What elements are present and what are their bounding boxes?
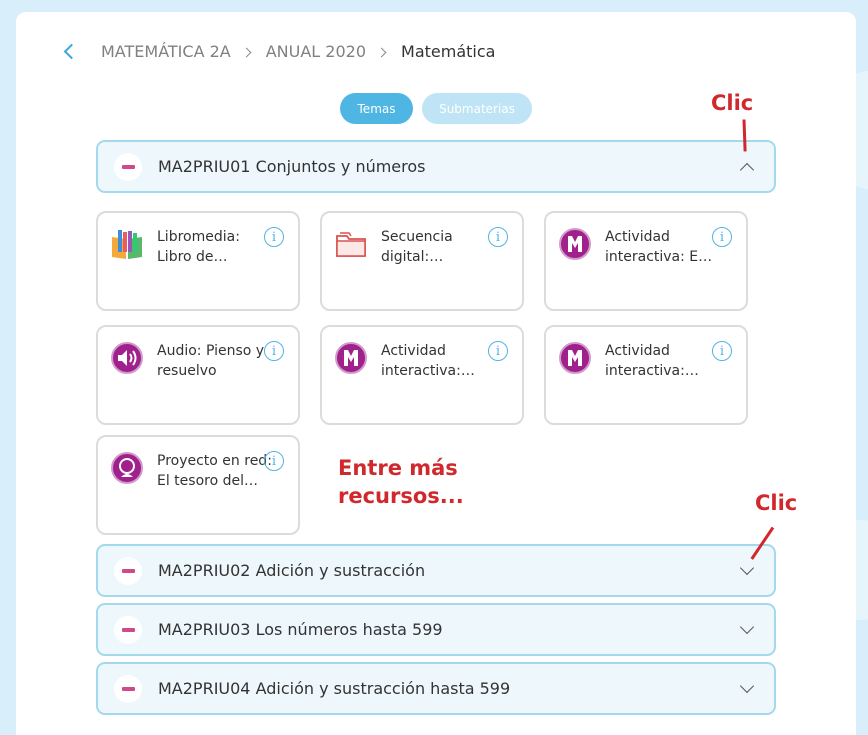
resource-label: Libromedia: Libro de…: [157, 229, 240, 265]
breadcrumb-item-year[interactable]: ANUAL 2020: [265, 41, 367, 61]
info-icon[interactable]: i: [712, 341, 732, 361]
interactive-activity-icon: [558, 227, 592, 261]
chevron-down-icon[interactable]: [740, 619, 754, 633]
publisher-logo-icon: [114, 557, 142, 585]
resource-card[interactable]: [544, 211, 748, 311]
publisher-logo-icon: [114, 675, 142, 703]
annotation-clic-top: Clic: [711, 91, 754, 115]
unit-title: MA2PRIU02 Adición y sustracción: [158, 561, 426, 580]
resource-card[interactable]: [320, 211, 524, 311]
project-icon: [110, 451, 144, 485]
info-icon[interactable]: i: [264, 341, 284, 361]
book-icon: [110, 227, 144, 261]
info-icon[interactable]: i: [264, 227, 284, 247]
info-icon[interactable]: i: [264, 451, 284, 471]
chevron-up-icon[interactable]: [740, 162, 754, 176]
resource-card[interactable]: [96, 211, 300, 311]
chevron-down-icon[interactable]: [740, 560, 754, 574]
resource-label: Secuencia digital:…: [381, 229, 453, 265]
resource-label: Actividad interactiva: E…: [605, 229, 713, 265]
breadcrumb: [66, 40, 495, 62]
resource-card[interactable]: [544, 325, 748, 425]
info-icon[interactable]: i: [712, 227, 732, 247]
interactive-activity-icon: [558, 341, 592, 375]
resource-label: Audio: Pienso y resuelvo: [157, 343, 265, 379]
folder-icon: [334, 227, 368, 261]
audio-icon: [110, 341, 144, 375]
info-icon[interactable]: i: [488, 341, 508, 361]
publisher-logo-icon: [114, 153, 142, 181]
breadcrumb-separator-icon: [377, 47, 387, 57]
publisher-logo-icon: [114, 616, 142, 644]
resource-card[interactable]: [96, 435, 300, 535]
breadcrumb-item-course[interactable]: MATEMÁTICA 2A: [101, 41, 231, 61]
tab-bar: [340, 93, 532, 124]
resource-card[interactable]: [96, 325, 300, 425]
unit-header[interactable]: [96, 662, 776, 715]
breadcrumb-current: Matemática: [401, 41, 496, 61]
info-icon[interactable]: i: [488, 227, 508, 247]
chevron-down-icon[interactable]: [740, 678, 754, 692]
unit-title: MA2PRIU03 Los números hasta 599: [158, 620, 443, 639]
resource-label: Proyecto en red: El tesoro del…: [157, 453, 272, 489]
breadcrumb-separator-icon: [241, 47, 251, 57]
resource-label: Actividad interactiva:…: [605, 343, 699, 379]
tab-temas[interactable]: Temas: [340, 93, 413, 124]
unit-title: MA2PRIU04 Adición y sustracción hasta 599: [158, 679, 511, 698]
unit-header[interactable]: [96, 603, 776, 656]
interactive-activity-icon: [334, 341, 368, 375]
resource-label: Actividad interactiva:…: [381, 343, 475, 379]
resource-card[interactable]: [320, 325, 524, 425]
annotation-more-resources: Entre más recursos...: [338, 456, 464, 508]
unit-title: MA2PRIU01 Conjuntos y números: [158, 157, 426, 176]
annotation-clic-bottom: Clic: [755, 491, 798, 515]
unit-header[interactable]: [96, 140, 776, 193]
back-chevron-icon[interactable]: [64, 44, 80, 60]
tab-submaterias[interactable]: Submaterias: [422, 93, 532, 124]
unit-header[interactable]: [96, 544, 776, 597]
